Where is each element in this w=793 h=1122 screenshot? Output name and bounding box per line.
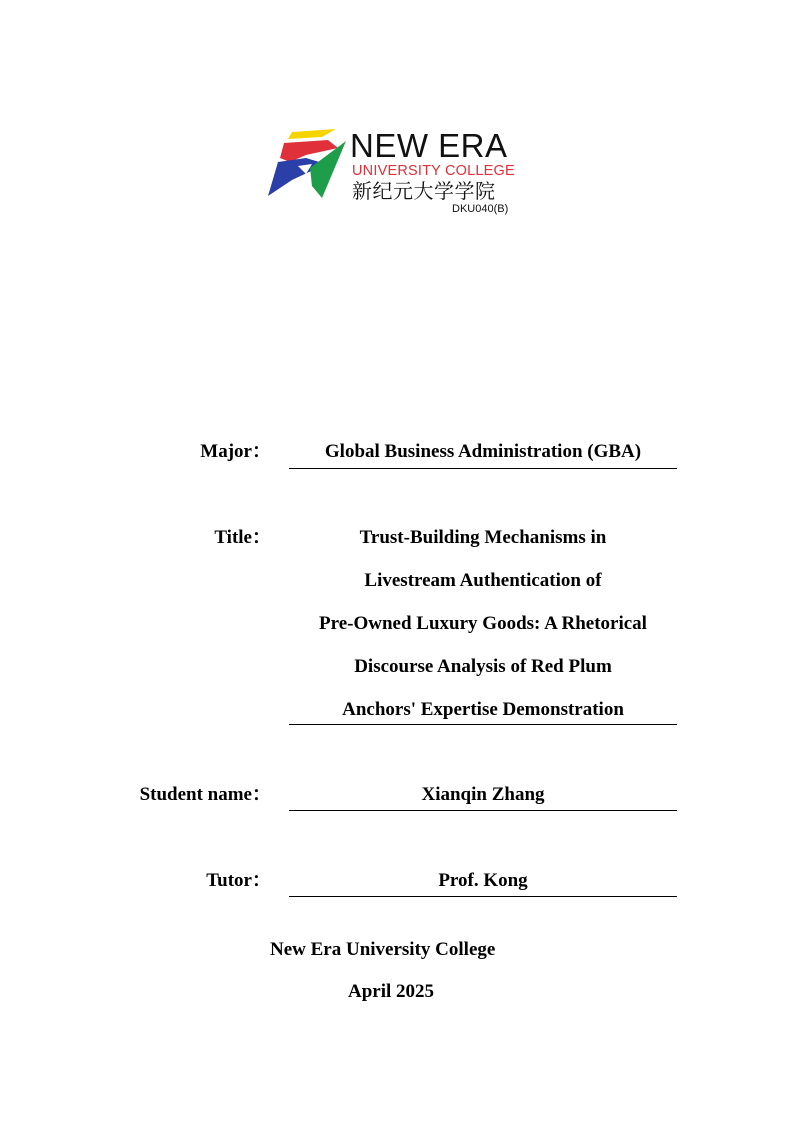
submission-date: April 2025 (348, 981, 435, 1002)
logo-code: DKU040(B) (452, 203, 509, 215)
title-line: Livestream Authentication of (364, 570, 602, 591)
title-line: Pre-Owned Luxury Goods: A Rhetorical (319, 613, 647, 634)
major-field (289, 440, 677, 469)
title-line: Anchors' Expertise Demonstration (342, 699, 624, 720)
student-name-field (289, 783, 677, 811)
title-line: Discourse Analysis of Red Plum (354, 656, 612, 677)
logo-chinese-name: 新纪元大学学院 (352, 179, 496, 203)
title-line: Trust-Building Mechanisms in (359, 527, 607, 548)
logo-emblem-icon (266, 128, 350, 204)
tutor-value: Prof. Kong (438, 870, 528, 891)
title-label: Title： (214, 527, 271, 548)
tutor-field (289, 869, 677, 897)
student-name-label: Student name： (139, 784, 271, 805)
logo-yellow-shape (288, 129, 336, 139)
logo-subtitle: UNIVERSITY COLLEGE (352, 163, 515, 179)
major-value: Global Business Administration (GBA) (324, 441, 642, 462)
logo-name: NEW ERA (350, 127, 508, 164)
institution-name: New Era University College (270, 939, 496, 960)
major-label: Major： (200, 441, 271, 462)
university-logo (266, 128, 536, 220)
tutor-label: Tutor： (206, 870, 271, 891)
title-field (289, 526, 677, 725)
student-name-value: Xianqin Zhang (421, 784, 545, 805)
